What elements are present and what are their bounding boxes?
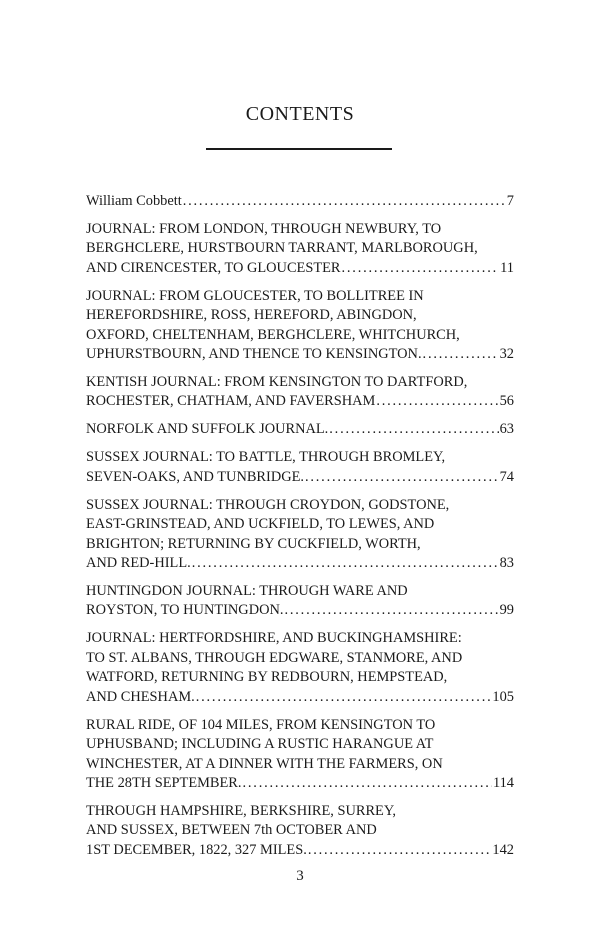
toc-page-number: 83	[499, 555, 514, 572]
toc-entry-title-line: SUSSEX JOURNAL: THROUGH CROYDON, GODSTONE,	[86, 496, 450, 513]
toc-entry-title-line: 1ST DECEMBER, 1822, 327 MILES.	[86, 841, 307, 858]
toc-entry-last-line	[86, 345, 514, 364]
toc-entry-title-line: HUNTINGDON JOURNAL: THROUGH WARE AND	[86, 583, 408, 600]
dot-leader	[342, 259, 500, 278]
toc-page-number: 56	[499, 393, 514, 410]
toc-entry-title-line: BERGHCLERE, HURSTBOURN TARRANT, MARLBOROUGH,	[86, 240, 478, 257]
toc-page-number: 32	[499, 346, 514, 363]
toc-entry-title-line: AND CHESHAM.	[86, 688, 195, 705]
toc-entry-title-line: NORFOLK AND SUFFOLK JOURNAL.	[86, 421, 329, 438]
table-of-contents	[86, 192, 514, 869]
toc-page-number: 99	[499, 602, 514, 619]
toc-page-number: 142	[492, 841, 514, 858]
dot-leader	[284, 601, 498, 620]
toc-entry-title-line: THROUGH HAMPSHIRE, BERKSHIRE, SURREY,	[86, 802, 396, 819]
toc-entry	[86, 629, 514, 707]
toc-entry-title-line: HEREFORDSHIRE, ROSS, HEREFORD, ABINGDON,	[86, 307, 417, 324]
toc-entry-title-line: TO ST. ALBANS, THROUGH EDGWARE, STANMORE, AND	[86, 649, 463, 666]
toc-entry	[86, 373, 514, 412]
toc-entry-last-line	[86, 841, 514, 860]
toc-entry-title-line: ROCHESTER, CHATHAM, AND FAVERSHAM	[86, 393, 376, 410]
toc-entry-title-line: THE 28TH SEPTEMBER.	[86, 774, 242, 791]
dot-leader	[192, 554, 499, 573]
toc-entry	[86, 716, 514, 794]
toc-entry-last-line	[86, 420, 514, 439]
toc-entry-title-line: OXFORD, CHELTENHAM, BERGHCLERE, WHITCHURCH,	[86, 326, 460, 343]
toc-entry	[86, 420, 514, 439]
dot-leader	[423, 345, 499, 364]
dot-leader	[376, 392, 498, 411]
toc-entry-title-line: AND CIRENCESTER, TO GLOUCESTER	[86, 259, 341, 276]
toc-entry-title-line: SEVEN-OAKS, AND TUNBRIDGE.	[86, 468, 304, 485]
toc-entry-last-line	[86, 192, 514, 211]
toc-entry-title-line: KENTISH JOURNAL: FROM KENSINGTON TO DARTFORD,	[86, 374, 468, 391]
toc-entry-title-line: AND SUSSEX, BETWEEN 7th OCTOBER AND	[86, 822, 377, 839]
dot-leader	[243, 774, 492, 793]
toc-entry	[86, 582, 514, 621]
toc-page-number: 114	[492, 774, 514, 791]
toc-entry-title-line: UPHURSTBOURN, AND THENCE TO KENSINGTON.	[86, 346, 422, 363]
toc-entry	[86, 496, 514, 574]
toc-entry-title-line: WINCHESTER, AT A DINNER WITH THE FARMERS, ON	[86, 755, 443, 772]
toc-entry-title-line: JOURNAL: FROM LONDON, THROUGH NEWBURY, TO	[86, 221, 442, 237]
toc-entry-title-line: UPHUSBAND; INCLUDING A RUSTIC HARANGUE AT	[86, 736, 434, 753]
toc-entry-last-line	[86, 601, 514, 620]
toc-entry	[86, 192, 514, 211]
title-rule	[206, 148, 392, 150]
toc-entry-title-line: ROYSTON, TO HUNTINGDON.	[86, 602, 284, 619]
toc-entry-last-line	[86, 259, 514, 278]
toc-entry-title-line: JOURNAL: FROM GLOUCESTER, TO BOLLITREE IN	[86, 287, 424, 304]
toc-entry-title-line: SUSSEX JOURNAL: TO BATTLE, THROUGH BROMLEY,	[86, 449, 446, 466]
toc-page-number: 7	[506, 193, 514, 209]
toc-entry	[86, 448, 514, 487]
toc-entry-last-line	[86, 688, 514, 707]
toc-entry	[86, 220, 514, 278]
toc-entry-last-line	[86, 392, 514, 411]
toc-entry-title-line: WATFORD, RETURNING BY REDBOURN, HEMPSTEAD,	[86, 669, 448, 686]
toc-entry-title-line: William Cobbett	[86, 193, 182, 209]
toc-page-number: 11	[500, 259, 514, 276]
toc-page-number: 105	[492, 688, 514, 705]
dot-leader	[329, 420, 498, 439]
toc-entry-last-line	[86, 554, 514, 573]
page-title: CONTENTS	[245, 103, 355, 125]
toc-page-number: 74	[499, 468, 514, 485]
toc-entry-title-line: BRIGHTON; RETURNING BY CUCKFIELD, WORTH,	[86, 535, 421, 552]
toc-entry-last-line	[86, 468, 514, 487]
toc-page-number: 63	[499, 421, 514, 438]
toc-entry-title-line: AND RED-HILL.	[86, 555, 191, 572]
toc-entry	[86, 802, 514, 860]
dot-leader	[196, 688, 492, 707]
toc-entry-title-line: JOURNAL: HERTFORDSHIRE, AND BUCKINGHAMSHIRE:	[86, 630, 462, 647]
toc-entry-title-line: RURAL RIDE, OF 104 MILES, FROM KENSINGTON TO	[86, 716, 436, 733]
toc-entry-title-line: EAST-GRINSTEAD, AND UCKFIELD, TO LEWES, AND	[86, 516, 435, 533]
dot-leader	[308, 841, 492, 860]
page-number: 3	[296, 868, 304, 884]
toc-entry	[86, 287, 514, 365]
dot-leader	[183, 192, 506, 211]
toc-entry-last-line	[86, 774, 514, 793]
dot-leader	[305, 468, 499, 487]
